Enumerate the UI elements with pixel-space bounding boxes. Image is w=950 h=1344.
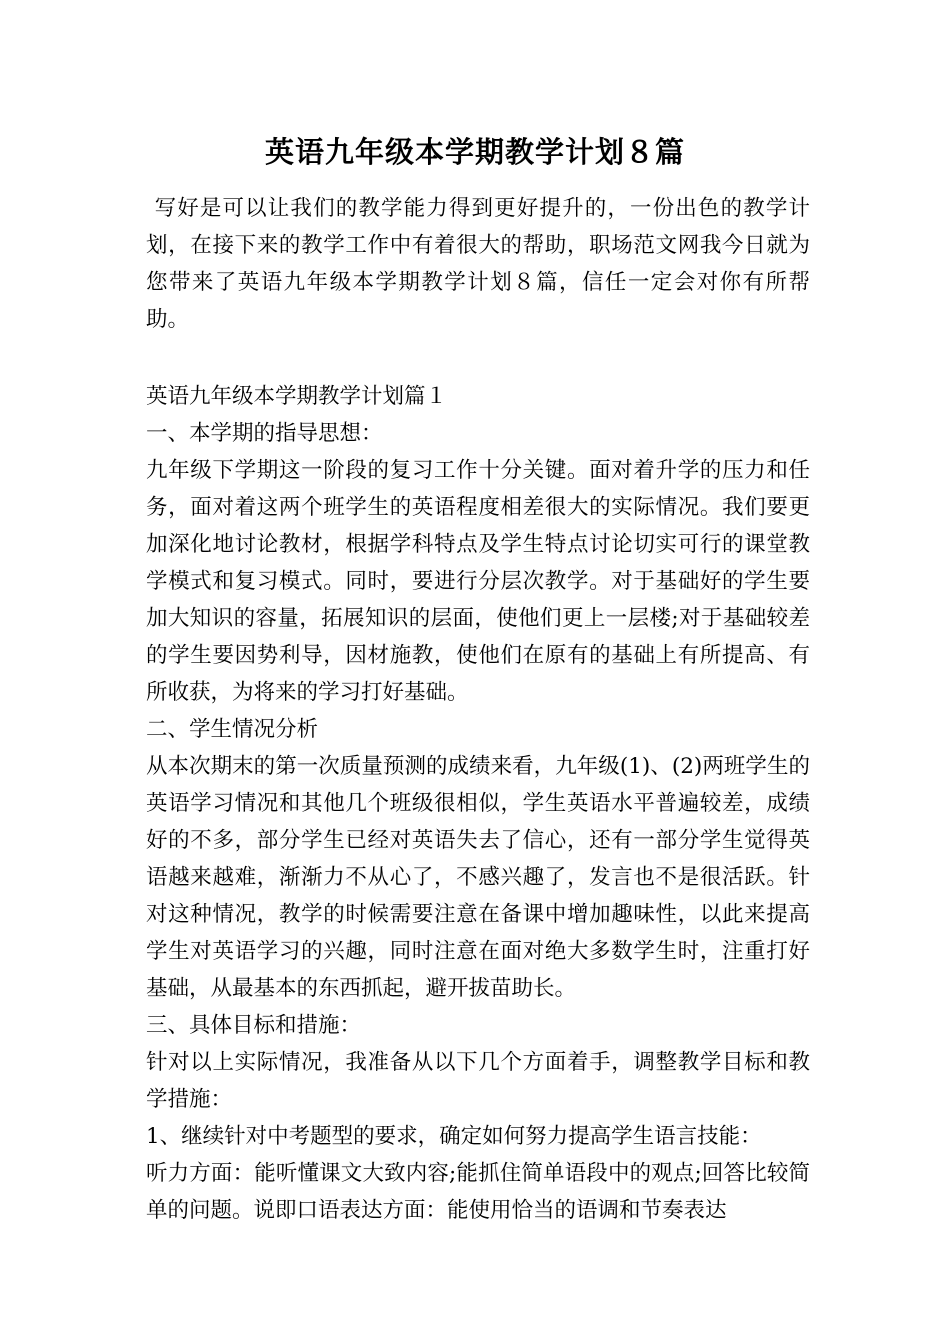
- intro-paragraph: [146, 190, 810, 338]
- part2-heading: 二、学生情况分析: [146, 717, 319, 742]
- part1-body: 九年级下学期这一阶段的复习工作十分关键。面对着升学的压力和任务，面对着这两个班学生的英语程度相差很大的实际情况。我们要更加深化地讨论教材，根据学科特点及学生特点讨论切实可行的课堂教学模式和复习模式。同时，要进行分层次教学。对于基础好的学生要加大知识的容量，拓展知识的层面，使他们更上一层楼;对于基础较差的学生要因势利导，因材施教，使他们在原有的基础上有所提高、有所收获，为将来的学习打好基础。: [146, 458, 810, 705]
- document-title: 英语九年级本学期教学计划８篇: [264, 135, 685, 169]
- main-content: [146, 378, 810, 1229]
- part3-heading: 三、具体目标和措施：: [146, 1013, 362, 1038]
- part2-body: 从本次期末的第一次质量预测的成绩来看，九年级(1)、(2)两班学生的英语学习情况和其他几个班级很相似，学生英语水平普遍较差，成绩好的不多，部分学生已经对英语失去了信心，还有一部分学生觉得英语越来越难，渐渐力不从心了，不感兴趣了，发言也不是很活跃。针对这种情况，教学的时候需要注意在备课中增加趣味性，以此来提高学生对英语学习的兴趣，同时注意在面对绝大多数学生时，注重打好基础，从最基本的东西抓起，避开拔苗助长。: [146, 754, 810, 1001]
- part3-body: 针对以上实际情况，我准备从以下几个方面着手，调整教学目标和教学措施：: [146, 1050, 810, 1112]
- item1-body: 听力方面：能听懂课文大致内容;能抓住简单语段中的观点;回答比较简单的问题。说即口语表达方面：能使用恰当的语调和节奏表达: [146, 1161, 810, 1223]
- section-heading: 英语九年级本学期教学计划篇１: [146, 384, 448, 409]
- item1-heading: 1、继续针对中考题型的要求，确定如何努力提高学生语言技能：: [146, 1124, 762, 1149]
- part1-heading: 一、本学期的指导思想：: [146, 421, 383, 446]
- intro-text: 写好是可以让我们的教学能力得到更好提升的，一份出色的教学计划，在接下来的教学工作中有着很大的帮助，职场范文网我今日就为您带来了英语九年级本学期教学计划８篇，信任一定会对你有所帮助。: [146, 196, 810, 332]
